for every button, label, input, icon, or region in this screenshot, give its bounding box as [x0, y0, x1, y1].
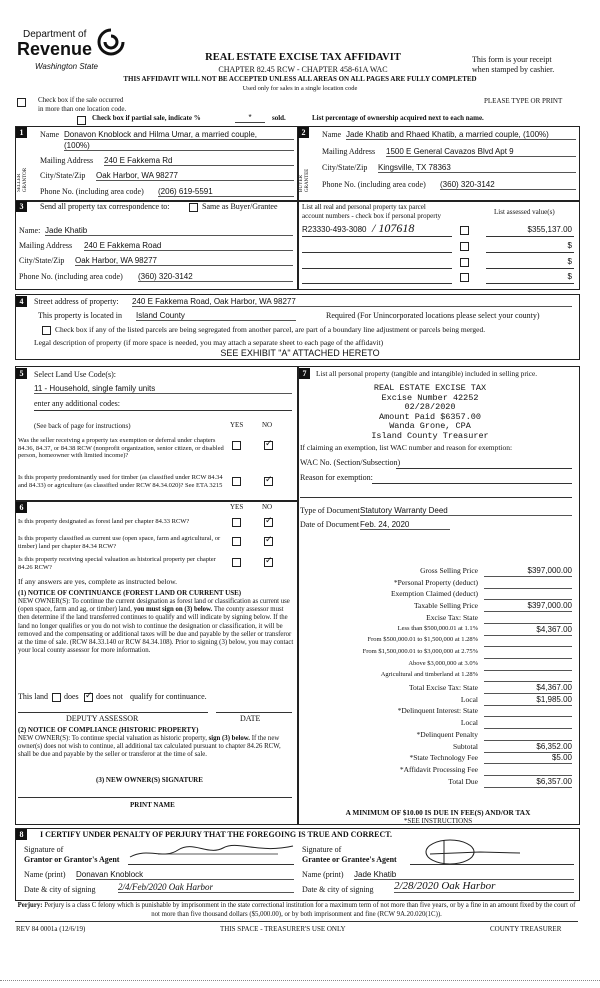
s5-q2-no[interactable]: [264, 477, 273, 486]
buyer-name-label: Name: [322, 130, 342, 139]
calc-label: Excise Tax: State: [426, 612, 478, 622]
see-back-label: (See back of page for instructions): [34, 422, 131, 430]
section-5-number: 5: [16, 368, 27, 379]
calc-value[interactable]: $4,367.00: [484, 683, 572, 694]
assessed-header: List assessed value(s): [494, 208, 555, 216]
calc-label: Local: [460, 718, 478, 728]
seller-city-label: City/State/Zip: [40, 171, 86, 180]
grantee-date-value[interactable]: 2/28/2020 Oak Harbor: [394, 880, 574, 893]
grantee-agent-label: Grantee or Grantee's Agent: [302, 855, 397, 864]
notice-2-text-a: NEW OWNER(S): To continue special valuation as historic property,: [18, 735, 207, 742]
calc-value[interactable]: [484, 660, 572, 671]
buyer-mail-value[interactable]: 1500 E General Cavazos Blvd Apt 9: [386, 147, 576, 157]
section-4-number: 4: [16, 296, 27, 307]
qualify-label: qualify for continuance.: [130, 692, 207, 701]
segregated-checkbox[interactable]: [42, 326, 51, 335]
corr-mail-label: Mailing Address: [19, 241, 73, 250]
doc-type-value[interactable]: Statutory Warranty Deed: [360, 506, 572, 516]
parcel-1-number[interactable]: R23330-493-3080: [302, 225, 367, 234]
s6-q2-no[interactable]: [264, 537, 273, 546]
parcel-2-personal-checkbox[interactable]: [460, 242, 469, 251]
grantee-date-label: Date & city of signing: [302, 885, 374, 894]
seller-name-value[interactable]: Donavon Knoblock and Hilma Umar, a married couple,: [64, 130, 294, 140]
land-use-value[interactable]: 11 - Household, single family units: [34, 384, 292, 394]
certify-statement: I CERTIFY UNDER PENALTY OF PERJURY THAT THE FOREGOING IS TRUE AND CORRECT.: [40, 830, 393, 839]
calc-label: Local: [460, 694, 478, 704]
parcel-3-dollar: $: [567, 257, 572, 266]
section-6-no: NO: [262, 503, 273, 511]
partial-sale-label: Check box if partial sale, indicate %: [92, 114, 201, 122]
seller-phone-value[interactable]: (206) 619-5591: [158, 187, 294, 197]
calc-value[interactable]: $4,367.00: [484, 625, 572, 636]
stamp-line-2: Excise Number 42252: [381, 392, 479, 403]
see-exhibit[interactable]: SEE EXHIBIT "A" ATTACHED HERETO: [220, 348, 380, 358]
seller-mail-label: Mailing Address: [40, 156, 94, 165]
calc-value[interactable]: $6,352.00: [484, 742, 572, 753]
s6-q1-no[interactable]: [264, 518, 273, 527]
street-label: Street address of property:: [34, 297, 119, 306]
parcel-4-dollar: $: [567, 272, 572, 281]
grantor-name-label: Name (print): [24, 870, 66, 879]
please-type-print: PLEASE TYPE OR PRINT: [484, 97, 563, 105]
calc-value[interactable]: $6,357.00: [484, 777, 572, 788]
ownership-note: List percentage of ownership acquired next to each name.: [312, 114, 484, 122]
deputy-assessor-label: DEPUTY ASSESSOR: [66, 714, 139, 723]
seller-name-value-2[interactable]: (100%): [64, 141, 294, 151]
notice-1-text-b: you must sign on (3) below.: [133, 606, 213, 614]
buyer-name-value[interactable]: Jade Khatib and Rhaed Khatib, a married couple, (100%): [346, 130, 576, 140]
buyer-phone-label: Phone No. (including area code): [322, 180, 426, 189]
multi-location-checkbox[interactable]: [17, 98, 26, 107]
parcel-4-personal-checkbox[interactable]: [460, 273, 469, 282]
s5-q2-yes[interactable]: [232, 477, 241, 486]
s6-q3-no[interactable]: [264, 558, 273, 567]
calc-label: From $500,000.01 to $1,500,000 at 1.28%: [367, 636, 478, 644]
seller-city-value[interactable]: Oak Harbor, WA 98277: [96, 171, 294, 181]
new-owner-signature-label: (3) NEW OWNER(S) SIGNATURE: [96, 776, 203, 784]
corr-name-label: Name:: [19, 226, 41, 235]
land-does-checkbox[interactable]: [52, 693, 61, 702]
buyer-mail-label: Mailing Address: [322, 147, 376, 156]
section-3-number: 3: [16, 201, 27, 212]
notice-2-title: (2) NOTICE OF COMPLIANCE (HISTORIC PROPERTY): [18, 726, 199, 734]
grantor-date-label: Date & city of signing: [24, 885, 96, 894]
grantee-name-value[interactable]: Jade Khatib: [354, 870, 574, 880]
same-as-buyer-label: Same as Buyer/Grantee: [202, 202, 278, 211]
corr-city-label: City/State/Zip: [19, 256, 65, 265]
grantee-side-text: GRANTEE: [305, 168, 310, 192]
seller-mail-value[interactable]: 240 E Fakkema Rd: [104, 156, 294, 166]
multi-location-label-2: in more than one location code.: [38, 105, 127, 113]
s6-question-1: Is this property designated as forest land per chapter 84.33 RCW?: [18, 518, 190, 525]
parcel-1-assessed[interactable]: $355,137.00: [527, 225, 572, 234]
land-does-not-label: does not: [96, 692, 123, 701]
corr-mail-value[interactable]: 240 E Fakkema Road: [84, 241, 293, 251]
calc-value[interactable]: [484, 589, 572, 600]
receipt-note-1: This form is your receipt: [472, 55, 552, 64]
grantor-date-value[interactable]: 2/4/Feb/2020 Oak Harbor: [118, 882, 294, 893]
stamp-line-3: 02/28/2020: [404, 402, 456, 412]
s5-question-2: Is this property predominantly used for timber (as classified under RCW 84.34 and 84.33) or agriculture (as classified under RCW 84.34.020)? See ETA 3215: [18, 474, 223, 489]
calc-value[interactable]: [484, 706, 572, 717]
buyer-side-label: [299, 152, 311, 192]
notice-1-text-a: NEW OWNER(S): To continue the current designation as forest land or classification as current use (open space, farm and ag, or timber) land,: [18, 598, 290, 614]
s5-q1-no[interactable]: [264, 441, 273, 450]
required-note: Required (For Unincorporated locations please select your county): [326, 311, 540, 320]
notice-1-text: [18, 598, 294, 655]
additional-codes-label: enter any additional codes:: [34, 399, 120, 408]
grantee-sig-of: Signature of: [302, 845, 342, 854]
land-use-label: Select Land Use Code(s):: [34, 370, 116, 379]
s5-q1-yes[interactable]: [232, 441, 241, 450]
treasurer-stamp: [330, 384, 530, 441]
calc-value[interactable]: [484, 671, 572, 682]
partial-sale-checkbox[interactable]: [77, 116, 86, 125]
calc-label: *State Technology Fee: [409, 753, 478, 763]
stamp-line-5: Wanda Grone, CPA: [389, 421, 471, 431]
grantor-side-text: GRANTOR: [23, 167, 28, 192]
receipt-note-2: when stamped by cashier.: [472, 65, 555, 74]
calc-value[interactable]: [484, 613, 572, 624]
calc-label: Total Excise Tax: State: [408, 683, 478, 692]
calc-label: Taxable Selling Price: [413, 601, 478, 611]
calc-value[interactable]: [484, 730, 572, 741]
corr-phone-label: Phone No. (including area code): [19, 272, 123, 281]
if-yes-note: If any answers are yes, complete as instructed below.: [18, 577, 178, 586]
calc-label: Agricultural and timberland at 1.28%: [380, 671, 478, 679]
parcel-header-2: account numbers - check box if personal property: [302, 212, 441, 220]
print-name-label: PRINT NAME: [130, 801, 175, 809]
dor-logo: [17, 26, 129, 74]
section-7-number: 7: [299, 368, 310, 379]
section-6-yes: YES: [230, 503, 244, 511]
calc-label: Subtotal: [452, 741, 478, 751]
section-1-number: 1: [16, 127, 27, 138]
calc-value[interactable]: [484, 648, 572, 659]
street-value[interactable]: 240 E Fakkema Road, Oak Harbor, WA 98277: [132, 297, 572, 307]
notice-2-text: [18, 735, 294, 760]
wac-label: WAC No. (Section/Subsection): [300, 458, 401, 467]
section-6-number: 6: [16, 502, 27, 513]
calc-label: *Delinquent Penalty: [416, 729, 478, 739]
section-5-no: NO: [262, 421, 273, 429]
notice-2-text-b: sign (3) below.: [208, 735, 250, 742]
reason-label: Reason for exemption:: [300, 473, 373, 482]
calc-value[interactable]: [484, 636, 572, 647]
form-notice: THIS AFFIDAVIT WILL NOT BE ACCEPTED UNLESS ALL AREAS ON ALL PAGES ARE FULLY COMPLETED: [123, 75, 477, 83]
notice-2-text-c: If the new owner(s) does not wish to continue, all additional tax calculated pursuant to chapter 84.26 RCW, shall be due and payable by the seller or transferor at the time of sale.: [18, 735, 281, 759]
calc-value[interactable]: $397,000.00: [484, 601, 572, 612]
minimum-due-note: A MINIMUM OF $10.00 IS DUE IN FEE(S) AND/OR TAX: [345, 808, 531, 817]
parcel-1-handwritten: / 107618: [372, 221, 415, 235]
stamp-line-6: Island County Treasurer: [371, 430, 489, 441]
calc-value[interactable]: $397,000.00: [484, 566, 572, 577]
calc-label: Gross Selling Price: [420, 566, 478, 575]
tax-calculation: [298, 566, 578, 788]
calc-value[interactable]: $1,985.00: [484, 695, 572, 706]
located-label: This property is located in: [38, 311, 122, 320]
calc-value[interactable]: [484, 765, 572, 776]
date-label: DATE: [240, 714, 261, 723]
s5-question-1: Was the seller receiving a property tax exemption or deferral under chapters 84.36, 84.37, or 84.38 RCW (nonprofit organization, senior citizen, or disabled person, homeowner with limited income)?: [18, 437, 224, 459]
grantor-agent-label: Grantor or Grantor's Agent: [24, 855, 120, 864]
perjury-notice: [15, 902, 578, 919]
buyer-side-text: BUYER: [299, 175, 304, 192]
section-8-number: 8: [16, 829, 27, 840]
s6-q2-yes[interactable]: [232, 537, 241, 546]
this-land-label: This land: [18, 692, 48, 701]
calc-label: *Delinquent Interest: State: [397, 706, 478, 716]
calc-label: *Affidavit Processing Fee: [399, 764, 478, 774]
buyer-city-label: City/State/Zip: [322, 163, 368, 172]
buyer-phone-value[interactable]: (360) 320-3142: [440, 180, 576, 190]
same-as-buyer-checkbox[interactable]: [189, 203, 198, 212]
notice-1-title: (1) NOTICE OF CONTINUANCE (FOREST LAND OR CURRENT USE): [18, 589, 242, 597]
see-instructions-note: *SEE INSTRUCTIONS: [403, 817, 473, 825]
section-7-header: List all personal property (tangible and intangible) included in selling price.: [316, 369, 538, 378]
doc-type-label: Type of Document: [300, 506, 360, 515]
exemption-label: If claiming an exemption, list WAC number and reason for exemption:: [300, 443, 513, 452]
grantee-signature: [410, 836, 570, 866]
parcel-2-dollar: $: [567, 241, 572, 250]
land-does-label: does: [64, 692, 79, 701]
located-value[interactable]: Island County: [136, 311, 296, 321]
corr-city-value[interactable]: Oak Harbor, WA 98277: [75, 256, 293, 266]
seller-phone-label: Phone No. (including area code): [40, 187, 144, 196]
form-chapter: CHAPTER 82.45 RCW - CHAPTER 458-61A WAC: [218, 65, 388, 74]
buyer-city-value[interactable]: Kingsville, TX 78363: [378, 163, 576, 173]
treasurer-use-only: THIS SPACE - TREASURER'S USE ONLY: [220, 925, 346, 933]
grantor-name-value[interactable]: Donavan Knoblock: [76, 870, 294, 880]
s6-q1-yes[interactable]: [232, 518, 241, 527]
calc-label: From $1,500,000.01 to $3,000,000 at 2.75%: [362, 647, 478, 655]
parcel-1-personal-checkbox[interactable]: [460, 226, 469, 235]
s6-q3-yes[interactable]: [232, 558, 241, 567]
calc-value[interactable]: [484, 718, 572, 729]
stamp-line-4: Amount Paid $6357.00: [378, 411, 482, 422]
calc-label: Above $3,000,000 at 3.0%: [408, 659, 478, 667]
parcel-header-1: List all real and personal property tax parcel: [302, 203, 426, 211]
doc-date-label: Date of Document: [300, 520, 360, 529]
seller-side-text: SELLER: [17, 173, 22, 192]
perjury-text: Perjury is a class C felony which is punishable by imprisonment in the state correctional institution for a maximum term of not more than five years, or by a fine in an amount fixed by the court of not more than five thousand dollars ($5,000.00), or by both imprisonment and fine (RCW 9A.20.020(1C)).: [44, 902, 576, 918]
logo-text-state: Washington State: [35, 62, 99, 71]
grantor-sig-of: Signature of: [24, 845, 64, 854]
multi-location-label: Check box if the sale occurred: [38, 96, 124, 104]
s6-question-3: Is this property receiving special valuation as historical property per chapter 84.26 RCW?: [18, 556, 216, 571]
perjury-label: Perjury:: [17, 902, 43, 909]
partial-sale-percent[interactable]: *: [235, 113, 265, 123]
parcel-3-personal-checkbox[interactable]: [460, 258, 469, 267]
s6-question-2: Is this property classified as current use (open space, farm and agricultural, or timber) land per chapter 84.34 RCW?: [18, 535, 221, 550]
seller-side-label: [17, 152, 29, 192]
grantor-signature: [128, 842, 298, 862]
correspondence-header: Send all property tax correspondence to:: [40, 202, 170, 211]
calc-label: Less than $500,000.01 at 1.1%: [397, 624, 478, 632]
calc-value[interactable]: $5.00: [484, 753, 572, 764]
stamp-line-1: REAL ESTATE EXCISE TAX: [373, 383, 487, 393]
partial-sale-sold: sold.: [272, 114, 286, 122]
notice-1-text-c: The county assessor must then determine if the land transferred continues to qualify and will indicate by signing below. If the land no longer qualifies or you do not wish to continue the designation or classification, it will be removed and the compensating or additional taxes will be due and payable by the seller or transferor at the time of sale. (RCW 84.33.140 or RCW 84.34.108). Prior to signing (3) below, you may contact your local county assessor for more information.: [18, 606, 294, 655]
legal-desc-label: Legal description of property (if more space is needed, you may attach a separate sheet to each page of the affidavit): [34, 338, 384, 347]
form-title: REAL ESTATE EXCISE TAX AFFIDAVIT: [205, 52, 401, 63]
logo-text-revenue: Revenue: [17, 39, 93, 59]
calc-label: *Personal Property (deduct): [393, 577, 478, 587]
county-treasurer-label: COUNTY TREASURER: [490, 925, 562, 933]
calc-label: Total Due: [448, 776, 478, 786]
calc-value[interactable]: [484, 578, 572, 589]
form-number: REV 84 0001a (12/6/19): [16, 925, 86, 933]
corr-phone-value[interactable]: (360) 320-3142: [138, 272, 293, 282]
dor-swirl-icon: [97, 28, 125, 56]
section-5-yes: YES: [230, 421, 244, 429]
logo-text-department: Department of: [23, 29, 87, 40]
section-2-number: 2: [298, 127, 309, 138]
seller-name-label: Name: [40, 130, 60, 139]
doc-date-value[interactable]: Feb. 24, 2020: [360, 520, 450, 530]
grantee-name-label: Name (print): [302, 870, 344, 879]
calc-label: Exemption Claimed (deduct): [390, 589, 478, 599]
corr-name-value[interactable]: Jade Khatib: [45, 226, 293, 236]
segregated-label: Check box if any of the listed parcels are being segregated from another parcel, are part of a boundary line adjustment or parcels being merged.: [55, 325, 486, 334]
land-does-not-checkbox[interactable]: [84, 693, 93, 702]
form-used-only: Used only for sales in a single location code: [242, 85, 358, 92]
